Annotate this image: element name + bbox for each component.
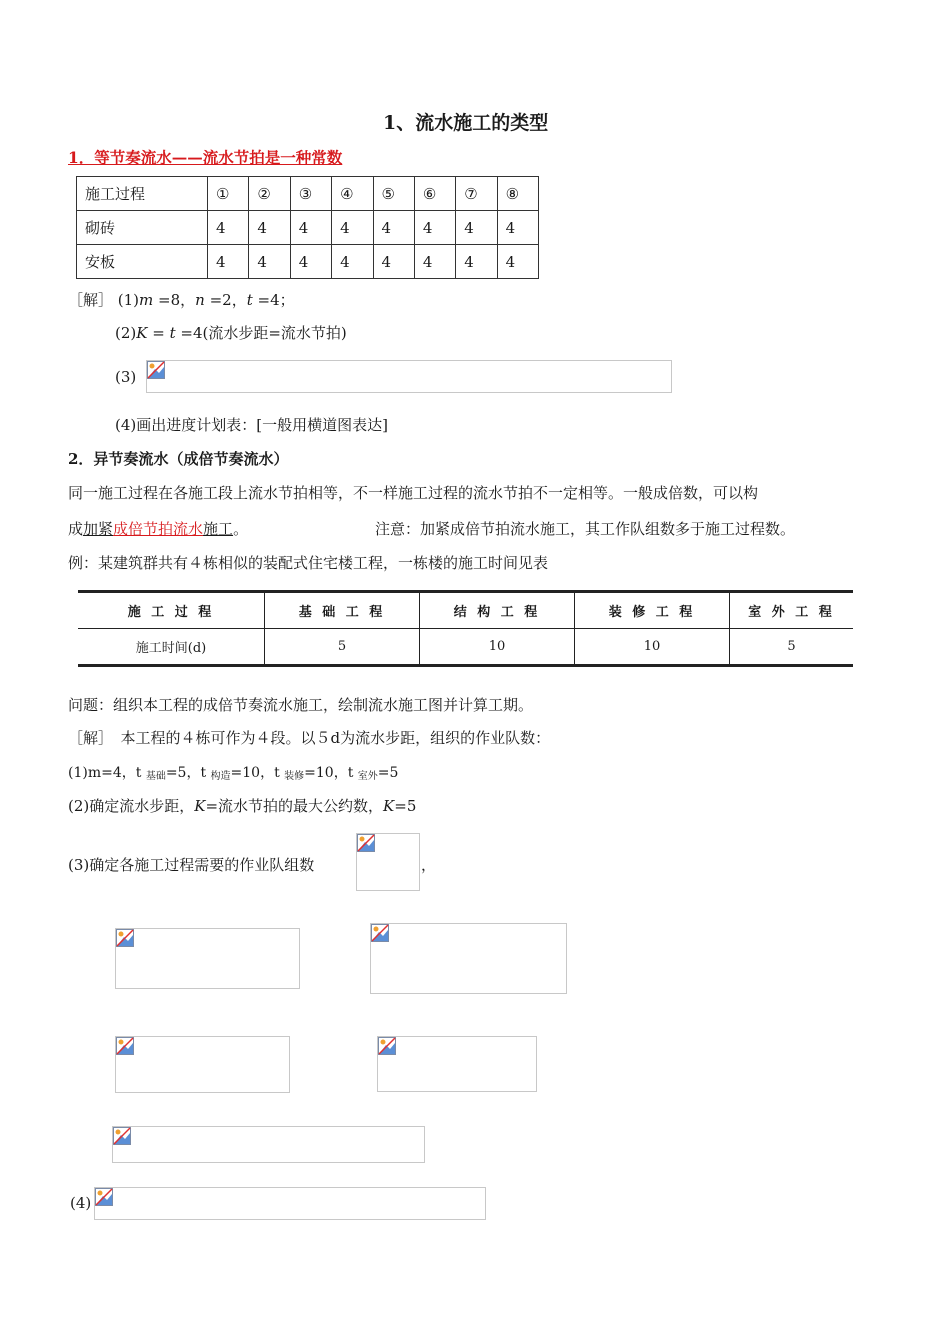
table-cell: 4 <box>497 245 538 279</box>
table-cell: 4 <box>414 245 455 279</box>
rhythm-table <box>76 176 539 279</box>
solution-step-3: (3)确定各施工过程需要的作业队组数 <box>68 856 315 874</box>
solution-step-4: (4) <box>70 1194 92 1212</box>
formula-image <box>356 833 420 891</box>
broken-image-icon <box>116 929 134 947</box>
table-cell: 4 <box>373 211 414 245</box>
table-cell: 基 础 工 程 <box>265 592 420 629</box>
table-cell: 4 <box>456 211 497 245</box>
solution-step-2: (2)K = t =4(流水步距=流水节拍) <box>115 324 347 342</box>
solution-step-3-label: (3) <box>115 368 137 386</box>
paragraph: 成加紧成倍节拍流水施工。 <box>68 520 249 538</box>
table-cell: 砌砖 <box>77 211 208 245</box>
broken-image-icon <box>371 924 389 942</box>
solution-step-1: ［解］ (1)m =8，n =2，t =4； <box>68 291 295 309</box>
table-cell: ④ <box>332 177 373 211</box>
table-cell: 4 <box>497 211 538 245</box>
comma: ， <box>421 856 437 874</box>
broken-image-icon <box>113 1127 131 1145</box>
table-cell: ① <box>208 177 249 211</box>
broken-image-icon <box>357 834 375 852</box>
question-text: 问题：组织本工程的成倍节奏流水施工，绘制流水施工图并计算工期。 <box>68 696 534 714</box>
table-cell: 4 <box>332 211 373 245</box>
table-cell: 施 工 过 程 <box>78 592 265 629</box>
formula-image <box>94 1187 486 1220</box>
formula-image <box>115 928 300 989</box>
table-cell: ③ <box>290 177 331 211</box>
broken-image-icon <box>378 1037 396 1055</box>
formula-image <box>377 1036 537 1092</box>
table-cell: 4 <box>208 211 249 245</box>
table-cell: ② <box>249 177 290 211</box>
table-cell: 4 <box>290 245 331 279</box>
table-cell: 4 <box>249 211 290 245</box>
table-row <box>78 629 853 666</box>
solution-step-4: (4)画出进度计划表：[一般用横道图表达] <box>115 416 388 434</box>
table-row <box>78 592 853 629</box>
broken-image-icon <box>147 361 165 379</box>
broken-image-icon <box>95 1188 113 1206</box>
table-row <box>77 245 539 279</box>
formula-image <box>112 1126 425 1163</box>
formula-image <box>370 923 567 994</box>
table-cell: ⑦ <box>456 177 497 211</box>
table-cell: 安板 <box>77 245 208 279</box>
table-cell: 5 <box>787 639 796 654</box>
section2-heading: 2．异节奏流水（成倍节奏流水） <box>68 450 289 468</box>
table-cell: 4 <box>290 211 331 245</box>
note: 注意：加紧成倍节拍流水施工，其工作队组数多于施工过程数。 <box>375 520 796 538</box>
example-text: 例：某建筑群共有４栋相似的装配式住宅楼工程，一栋楼的施工时间见表 <box>68 554 549 572</box>
table-cell: 结 构 工 程 <box>420 592 575 629</box>
table-cell: 4 <box>456 245 497 279</box>
table-cell: ⑥ <box>414 177 455 211</box>
table-cell: 装 修 工 程 <box>575 592 730 629</box>
solution-step-1: (1)m=4，t $_{基础}$=5，t $_{构造}$=10，t $_{装修}$=10，t $_{室外}$=5 <box>68 765 399 782</box>
table-cell: ⑤ <box>373 177 414 211</box>
table-cell: 施工过程 <box>77 177 208 211</box>
broken-image-icon <box>116 1037 134 1055</box>
paragraph: 同一施工过程在各施工段上流水节拍相等，不一样施工过程的流水节拍不一定相等。一般成倍数，可以构 <box>68 484 759 502</box>
table-cell: 5 <box>265 629 420 666</box>
table-row <box>77 211 539 245</box>
table-cell: 室 外 工 程 <box>730 592 854 629</box>
table-cell: 4 <box>373 245 414 279</box>
construction-time-table <box>78 590 853 667</box>
table-cell: 4 <box>208 245 249 279</box>
table-cell: ⑧ <box>497 177 538 211</box>
table-cell: 4 <box>332 245 373 279</box>
solution-step-2: (2)确定流水步距，K=流水节拍的最大公约数，K=5 <box>68 797 417 815</box>
table-row <box>77 177 539 211</box>
table-cell: 10 <box>575 629 730 666</box>
page-title: 1、流水施工的类型 <box>383 112 549 134</box>
section1-heading: 1．等节奏流水——流水节拍是一种常数 <box>68 148 343 167</box>
solution-intro: ［解］ 本工程的４栋可作为４段。以５d为流水步距，组织的作业队数： <box>68 729 551 747</box>
table-cell: 4 <box>249 245 290 279</box>
formula-image <box>115 1036 290 1093</box>
table-cell: 施工时间(d) <box>78 629 265 666</box>
table-cell: 4 <box>414 211 455 245</box>
formula-image <box>146 360 672 393</box>
table-cell: 10 <box>420 629 575 666</box>
